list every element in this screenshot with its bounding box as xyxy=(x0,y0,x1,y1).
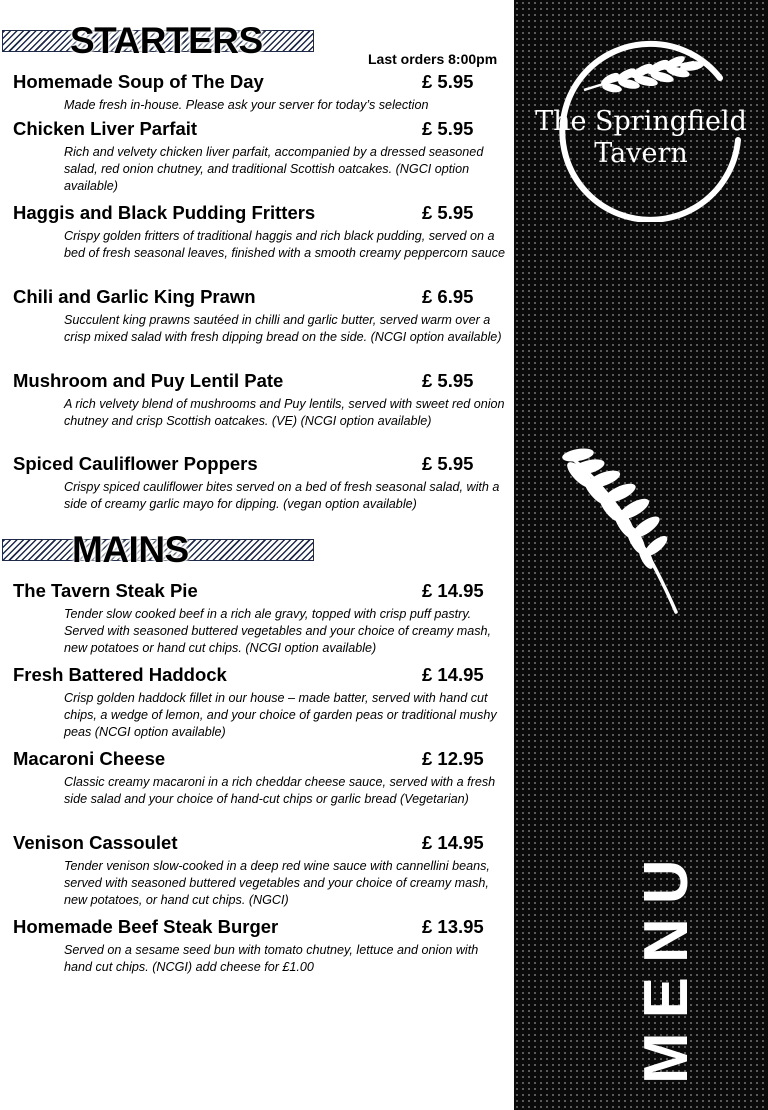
menu-item xyxy=(13,664,509,740)
item-description: Served on a sesame seed bun with tomato chutney, lettuce and onion with hand cut chips. (NCGI) add cheese for £1.00 xyxy=(64,943,479,974)
item-description: A rich velvety blend of mushrooms and Puy lentils, served with sweet red onion chutney and crisp Scottish oatcakes. (VE) (NCGI option available) xyxy=(64,397,505,428)
menu-item xyxy=(13,202,509,262)
item-price: £ 12.95 xyxy=(422,748,484,769)
item-description: Tender venison slow-cooked in a deep red wine sauce with cannellini beans, served with seasoned buttered vegetables and your choice of creamy mash, new potatoes, or hand cut chips. (NGCI) xyxy=(64,859,490,907)
menu-item xyxy=(13,748,509,808)
menu-item xyxy=(13,71,509,114)
item-description: Crispy spiced cauliflower bites served on a bed of fresh seasonal salad, with a side of creamy garlic mayo for dipping. (vegan option available) xyxy=(64,480,500,511)
item-price: £ 6.95 xyxy=(422,286,474,307)
item-price: £ 14.95 xyxy=(422,664,484,685)
menu-item xyxy=(13,453,509,513)
item-name: Fresh Battered Haddock xyxy=(13,664,227,685)
item-price: £ 5.95 xyxy=(422,370,474,391)
item-description: Tender slow cooked beef in a rich ale gravy, topped with crisp puff pastry. Served with seasoned buttered vegetables and your choice of creamy mash, new potatoes or hand cut chips. (NCGI option available) xyxy=(64,607,492,655)
item-description: Succulent king prawns sautéed in chilli and garlic butter, served warm over a crisp mixed salad with fresh dipping bread on the side. (NCGI option available) xyxy=(64,313,502,344)
mains-title: MAINS xyxy=(72,529,189,570)
menu-item xyxy=(13,916,509,976)
last-orders-notice: Last orders 8:00pm xyxy=(368,51,498,67)
wheat-icon xyxy=(558,447,693,617)
item-name: Chicken Liver Parfait xyxy=(13,118,198,139)
item-price: £ 5.95 xyxy=(422,202,474,223)
brand-name-line1: The Springfield xyxy=(535,106,747,137)
starters-header xyxy=(0,20,314,61)
item-price: £ 5.95 xyxy=(422,118,474,139)
item-price: £ 13.95 xyxy=(422,916,484,937)
item-name: Spiced Cauliflower Poppers xyxy=(13,453,258,474)
item-name: Haggis and Black Pudding Fritters xyxy=(13,202,316,223)
menu-item xyxy=(13,580,509,656)
item-description: Rich and velvety chicken liver parfait, accompanied by a dressed seasoned salad, red onion chutney, and traditional Scottish oatcakes. (NGCI option available) xyxy=(64,145,484,193)
item-name: Macaroni Cheese xyxy=(13,748,166,769)
item-price: £ 5.95 xyxy=(422,453,474,474)
menu-item xyxy=(13,118,509,194)
item-name: Homemade Soup of The Day xyxy=(13,71,264,92)
mains-header xyxy=(0,529,314,570)
item-price: £ 5.95 xyxy=(422,71,474,92)
item-description: Classic creamy macaroni in a rich cheddar cheese sauce, served with a fresh side salad and your choice of hand-cut chips or garlic bread (Vegetarian) xyxy=(64,775,496,806)
brand-name-line2: Tavern xyxy=(594,138,688,169)
menu-item xyxy=(13,286,509,346)
item-price: £ 14.95 xyxy=(422,832,484,853)
starters-title: STARTERS xyxy=(70,20,263,61)
item-description: Crisp golden haddock fillet in our house – made batter, served with hand cut chips, a wedge of lemon, and your choice of garden peas or traditional mushy peas (NCGI option available) xyxy=(64,691,497,739)
item-name: Venison Cassoulet xyxy=(13,832,178,853)
menu-item xyxy=(13,370,509,430)
item-description: Made fresh in-house. Please ask your server for today’s selection xyxy=(64,98,429,112)
item-name: Chili and Garlic King Prawn xyxy=(13,286,256,307)
menu-vertical-label: MENU xyxy=(632,845,701,1084)
item-description: Crispy golden fritters of traditional haggis and rich black pudding, served on a bed of fresh seasonal leaves, finished with a smooth creamy peppercorn sauce xyxy=(64,229,506,260)
side-panel xyxy=(514,0,768,1110)
item-name: Mushroom and Puy Lentil Pate xyxy=(13,370,284,391)
item-name: Homemade Beef Steak Burger xyxy=(13,916,279,937)
item-price: £ 14.95 xyxy=(422,580,484,601)
item-name: The Tavern Steak Pie xyxy=(13,580,198,601)
menu-item xyxy=(13,832,509,908)
